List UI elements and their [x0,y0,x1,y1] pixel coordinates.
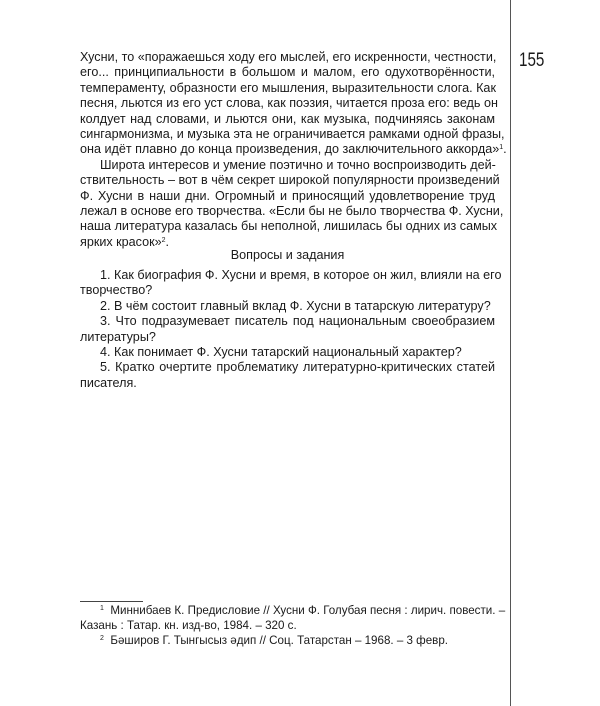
page-number: 155 [519,50,545,71]
footnote-ref: 2 [161,236,166,244]
question-line: 2. В чём состоит главный вклад Ф. Хусни в татарскую литературу? [100,298,491,313]
footnote-separator [80,601,143,602]
text-line: она идёт плавно до конца произведения, до заключительного аккорда»$^1$. [80,142,507,157]
text-line: Ф. Хусни в наши дни. Огромный и приносящий удовлетворение труд [80,188,495,203]
footnote-line: Казань : Татар. кн. изд-во, 1984. – 320 с. [80,618,297,632]
text-line: колдует над словами, и льются они, как музыка, подчиняясь законам [80,111,495,126]
footnote-ref: 1 [499,144,504,152]
question-line: творчество? [80,283,153,298]
text-line: Широта интересов и умение поэтично и точно воспроизводить дей- [100,157,496,172]
text-line: ствительность – вот в чём секрет широкой популярности произведений [80,173,500,188]
text-span: она идёт плавно до конца произведения, до заключительного аккорда» [80,142,500,157]
text-line: его... принципиальности в большом и малом, его одухотворённости, [80,65,495,80]
text-span: ярких красок» [80,234,162,249]
text-line: наша литература казалась бы неполной, лишилась бы одних из самых [80,219,498,234]
question-line: 1. Как биография Ф. Хусни и время, в которое он жил, влияли на его [100,268,502,282]
footnote-text: Бәширов Г. Тынгысыз әдип // Соц. Татарстан – 1968. – 3 февр. [110,633,448,647]
footnote-number: 1 [100,605,104,612]
section-heading: Вопросы и задания [230,248,345,262]
text-line: Хусни, то «поражаешься ходу его мыслей, его искренности, честности, [80,50,497,64]
question-line: писателя. [80,375,137,390]
footnote-number: 2 [100,634,104,642]
text-line: лежал в основе его творчества. «Если бы не было творчества Ф. Хусни, [80,204,504,219]
footnotes [80,604,506,648]
question-line: литературы? [80,329,156,344]
text-line: песня, льются из его уст слова, как поэзия, читается проза его: ведь он [80,96,498,111]
footnote-text: Миннибаев К. Предисловие // Хусни Ф. Голубая песня : лирич. повести. – [110,604,506,617]
question-line: 4. Как понимает Ф. Хусни татарский национальный характер? [100,345,462,360]
margin-line [510,0,511,706]
text-line: сингармонизма, и музыка эта не ограничивается рамками одной фразы, [80,127,505,142]
footnote-line [80,634,495,649]
questions-list [80,268,502,391]
body-text [80,50,507,250]
text-line: ярких красок»$^2$. [80,234,170,249]
question-line: 5. Кратко очертите проблематику литературно-критических статей [100,360,495,375]
text-line: темпераменту, образности его мышления, выразительности слога. Как [80,80,496,95]
footnote-line [80,604,506,619]
question-line: 3. Что подразумевает писатель под национальным своеобразием [100,314,495,329]
